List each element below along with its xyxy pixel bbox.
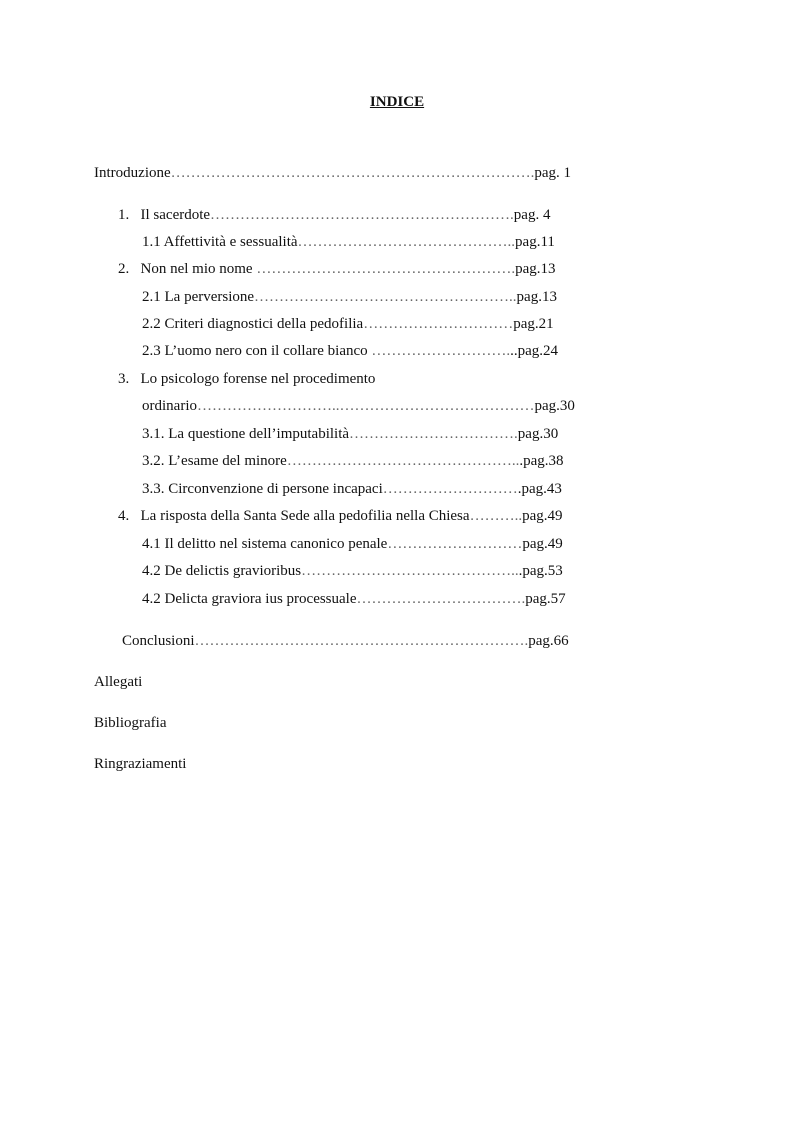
toc-leader-dots: ……………………………. (356, 591, 526, 607)
toc-entry-text: 3.1. La questione dell’imputabilità (142, 426, 350, 442)
toc-page-number: pag.11 (515, 234, 555, 250)
toc-leader-dots: ………………………..………………………………… (196, 398, 535, 414)
toc-entry-3[interactable] (118, 369, 375, 389)
toc-entry-text: Conclusioni (122, 633, 195, 649)
toc-entry-text: Il sacerdote (140, 207, 211, 223)
toc-entry-4[interactable] (118, 506, 562, 526)
toc-entry-text: ordinario (142, 398, 197, 414)
toc-page-number: pag.30 (517, 426, 559, 442)
toc-entry-3-3[interactable] (142, 479, 562, 499)
toc-page-number: pag.13 (515, 261, 556, 277)
toc-entry-text: 1.1 Affettività e sessualità (142, 234, 298, 250)
toc-entry-text: 3.3. Circonvenzione di persone incapaci (142, 481, 383, 497)
toc-entry-2[interactable] (118, 259, 556, 279)
toc-page-number: .pag.43 (517, 481, 562, 497)
toc-entry-1[interactable] (118, 205, 550, 225)
toc-entry-allegati[interactable] (94, 672, 142, 692)
toc-entry-1-1[interactable] (142, 232, 555, 252)
toc-page-number: ..pag.24 (510, 343, 559, 359)
toc-entry-text: Allegati (94, 674, 143, 690)
toc-page-number: .pag.38 (519, 453, 564, 469)
toc-leader-dots: …………………………………………………………. (194, 633, 529, 649)
toc-page-number: pag.49 (522, 536, 563, 552)
toc-page-number: pag.30 (534, 398, 575, 414)
toc-entry-4-2-de-delictis[interactable] (142, 561, 563, 581)
toc-entry-text: Bibliografia (94, 715, 167, 731)
toc-entry-introduzione[interactable] (94, 163, 571, 183)
toc-entry-3-2[interactable] (142, 451, 564, 471)
toc-entry-ringraziamenti[interactable] (94, 754, 186, 774)
toc-entry-2-1[interactable] (142, 287, 557, 307)
toc-page-number: pag. 4 (513, 207, 551, 223)
toc-entry-text: 2.1 La perversione (142, 289, 255, 305)
toc-number: 1. (118, 207, 130, 223)
toc-leader-dots: ……………………………………………………. (210, 207, 514, 223)
toc-entry-3-1[interactable] (142, 424, 558, 444)
toc-page-number: pag.21 (513, 316, 554, 332)
toc-leader-dots: …………………………………….. (301, 563, 519, 579)
toc-entry-text: 4.1 Il delitto nel sistema canonico penale (142, 536, 388, 552)
toc-entry-text: Ringraziamenti (94, 756, 187, 772)
toc-leader-dots: ………………………………………………………………. (170, 165, 535, 181)
toc-entry-bibliografia[interactable] (94, 713, 166, 733)
toc-leader-dots: ……………………………. (349, 426, 518, 442)
toc-page-number: pag.49 (522, 508, 563, 524)
toc-leader-dots: ……………………… (387, 536, 523, 552)
toc-number: 4. (118, 508, 130, 524)
toc-leader-dots: ……………………… (382, 481, 518, 497)
toc-entry-3-continued[interactable] (142, 396, 575, 416)
toc-page-number: pag.57 (525, 591, 566, 607)
toc-leader-dots: ……………………………………….. (286, 453, 520, 469)
toc-entry-text: 4.2 De delictis gravioribus (142, 563, 302, 579)
toc-leader-dots: ………………………. (367, 343, 511, 359)
toc-leader-dots: ……………………………………………. (252, 261, 516, 277)
page-title: INDICE (369, 94, 425, 110)
toc-entry-text: 4.2 Delicta graviora ius processuale (142, 591, 357, 607)
toc-page-number: pag.13 (516, 289, 557, 305)
toc-number: 3. (118, 371, 130, 387)
toc-leader-dots: …………………………………….. (297, 234, 516, 250)
toc-page-number: pag. 1 (534, 165, 572, 181)
toc-leader-dots: ………………………… (363, 316, 514, 332)
toc-entry-text: La risposta della Santa Sede alla pedofilia nella Chiesa (140, 508, 470, 524)
toc-page-number: .pag.53 (518, 563, 563, 579)
toc-entry-2-3[interactable] (142, 341, 558, 361)
toc-entry-4-2-delicta-graviora[interactable] (142, 589, 566, 609)
toc-entry-text: Lo psicologo forense nel procedimento (140, 371, 376, 387)
toc-entry-conclusioni[interactable] (122, 631, 569, 651)
toc-entry-text: 3.2. L’esame del minore (142, 453, 287, 469)
toc-leader-dots: …………………………………………….. (254, 289, 517, 305)
toc-entry-2-2[interactable] (142, 314, 554, 334)
toc-entry-text: Introduzione (94, 165, 171, 181)
toc-entry-text: 2.3 L’uomo nero con il collare bianco (142, 343, 368, 359)
toc-number: 2. (118, 261, 130, 277)
toc-entry-4-1[interactable] (142, 534, 563, 554)
toc-leader-dots: ……….. (469, 508, 523, 524)
toc-entry-text: 2.2 Criteri diagnostici della pedofilia (142, 316, 364, 332)
toc-page-number: pag.66 (528, 633, 569, 649)
toc-entry-text: Non nel mio nome (140, 261, 253, 277)
